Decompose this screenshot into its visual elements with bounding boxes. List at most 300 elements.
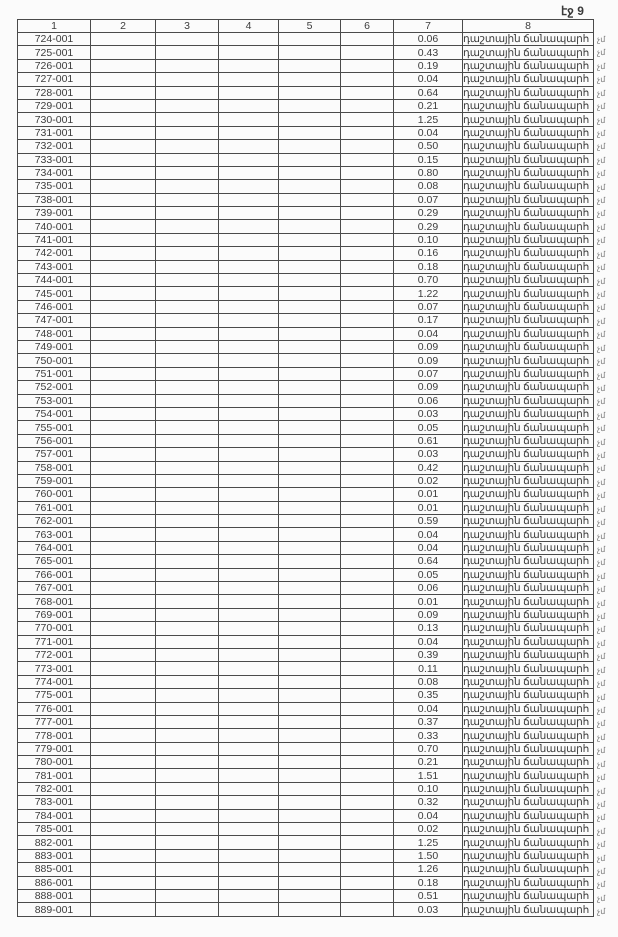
parcel-code-cell: 784-001 bbox=[18, 809, 91, 822]
margin-note: չմ bbox=[597, 343, 606, 353]
margin-note: չմ bbox=[597, 236, 606, 246]
column-3-cell bbox=[156, 742, 219, 755]
parcel-code-cell: 729-001 bbox=[18, 99, 91, 112]
column-6-cell bbox=[341, 903, 394, 916]
land-use-description-cell: դաշտային ճանապարհ bbox=[463, 407, 594, 420]
column-3-cell bbox=[156, 903, 219, 916]
column-3-cell bbox=[156, 595, 219, 608]
column-4-cell bbox=[219, 648, 279, 661]
column-6-cell bbox=[341, 300, 394, 313]
column-6-cell bbox=[341, 448, 394, 461]
column-5-cell bbox=[279, 300, 341, 313]
parcel-code-cell: 731-001 bbox=[18, 126, 91, 139]
parcel-code-cell: 778-001 bbox=[18, 729, 91, 742]
parcel-code-cell: 735-001 bbox=[18, 180, 91, 193]
margin-note: չմ bbox=[597, 209, 606, 219]
column-5-cell bbox=[279, 501, 341, 514]
column-6-cell bbox=[341, 662, 394, 675]
parcel-code-cell: 744-001 bbox=[18, 274, 91, 287]
table-row bbox=[18, 742, 594, 755]
column-6-cell bbox=[341, 756, 394, 769]
column-4-cell bbox=[219, 46, 279, 59]
column-4-cell bbox=[219, 367, 279, 380]
column-2-cell bbox=[91, 126, 156, 139]
margin-note: չմ bbox=[597, 35, 606, 44]
column-3-cell bbox=[156, 555, 219, 568]
area-value-cell: 1.25 bbox=[394, 113, 463, 126]
area-value-cell: 0.08 bbox=[394, 675, 463, 688]
column-2-cell bbox=[91, 836, 156, 849]
margin-note: չմ bbox=[597, 196, 606, 206]
column-2-cell bbox=[91, 448, 156, 461]
table-row bbox=[18, 140, 594, 153]
table-row bbox=[18, 662, 594, 675]
column-6-cell bbox=[341, 126, 394, 139]
column-4-cell bbox=[219, 247, 279, 260]
column-4-cell bbox=[219, 260, 279, 273]
column-6-cell bbox=[341, 86, 394, 99]
area-value-cell: 0.03 bbox=[394, 903, 463, 916]
land-use-description-cell: դաշտային ճանապարհ bbox=[463, 233, 594, 246]
table-row bbox=[18, 314, 594, 327]
column-4-cell bbox=[219, 434, 279, 447]
parcel-code-cell: 732-001 bbox=[18, 140, 91, 153]
margin-note: չմ bbox=[597, 598, 606, 608]
land-use-description-cell: դաշտային ճանապարհ bbox=[463, 689, 594, 702]
column-5-cell bbox=[279, 528, 341, 541]
parcel-code-cell: 767-001 bbox=[18, 582, 91, 595]
column-6-cell bbox=[341, 99, 394, 112]
margin-note: չմ bbox=[597, 289, 606, 299]
area-value-cell: 0.11 bbox=[394, 662, 463, 675]
column-5-cell bbox=[279, 340, 341, 353]
column-4-cell bbox=[219, 528, 279, 541]
column-2-cell bbox=[91, 528, 156, 541]
margin-note: չմ bbox=[597, 61, 606, 71]
parcel-code-cell: 883-001 bbox=[18, 849, 91, 862]
table-row bbox=[18, 287, 594, 300]
table-row bbox=[18, 488, 594, 501]
column-header-3: 3 bbox=[156, 20, 219, 33]
margin-note: չմ bbox=[597, 316, 606, 326]
column-4-cell bbox=[219, 689, 279, 702]
area-value-cell: 0.09 bbox=[394, 381, 463, 394]
column-5-cell bbox=[279, 247, 341, 260]
column-header-5: 5 bbox=[279, 20, 341, 33]
column-2-cell bbox=[91, 608, 156, 621]
column-2-cell bbox=[91, 46, 156, 59]
column-6-cell bbox=[341, 46, 394, 59]
column-5-cell bbox=[279, 193, 341, 206]
column-2-cell bbox=[91, 662, 156, 675]
column-3-cell bbox=[156, 73, 219, 86]
parcel-code-cell: 745-001 bbox=[18, 287, 91, 300]
parcel-code-cell: 750-001 bbox=[18, 354, 91, 367]
parcel-code-cell: 726-001 bbox=[18, 59, 91, 72]
parcel-code-cell: 763-001 bbox=[18, 528, 91, 541]
column-3-cell bbox=[156, 407, 219, 420]
column-5-cell bbox=[279, 823, 341, 836]
parcel-code-cell: 888-001 bbox=[18, 890, 91, 903]
parcel-code-cell: 724-001 bbox=[18, 33, 91, 46]
area-value-cell: 0.04 bbox=[394, 702, 463, 715]
column-3-cell bbox=[156, 180, 219, 193]
column-5-cell bbox=[279, 113, 341, 126]
land-use-description-cell: դաշտային ճանապարհ bbox=[463, 849, 594, 862]
area-value-cell: 0.42 bbox=[394, 461, 463, 474]
margin-note: չմ bbox=[597, 880, 606, 890]
column-4-cell bbox=[219, 233, 279, 246]
area-value-cell: 0.10 bbox=[394, 782, 463, 795]
land-use-description-cell: դաշտային ճանապարհ bbox=[463, 541, 594, 554]
land-use-description-cell: դաշտային ճանապարհ bbox=[463, 675, 594, 688]
column-4-cell bbox=[219, 662, 279, 675]
column-3-cell bbox=[156, 622, 219, 635]
parcel-code-cell: 772-001 bbox=[18, 648, 91, 661]
margin-note: չմ bbox=[597, 679, 606, 689]
column-3-cell bbox=[156, 434, 219, 447]
parcel-code-cell: 776-001 bbox=[18, 702, 91, 715]
area-value-cell: 0.21 bbox=[394, 99, 463, 112]
column-2-cell bbox=[91, 648, 156, 661]
table-row bbox=[18, 381, 594, 394]
table-row bbox=[18, 715, 594, 728]
table-row bbox=[18, 796, 594, 809]
area-value-cell: 0.37 bbox=[394, 715, 463, 728]
margin-note: չմ bbox=[597, 665, 606, 675]
area-value-cell: 0.64 bbox=[394, 86, 463, 99]
column-4-cell bbox=[219, 166, 279, 179]
margin-note: չմ bbox=[597, 477, 606, 487]
column-3-cell bbox=[156, 33, 219, 46]
column-3-cell bbox=[156, 86, 219, 99]
column-5-cell bbox=[279, 274, 341, 287]
area-value-cell: 0.03 bbox=[394, 407, 463, 420]
column-4-cell bbox=[219, 849, 279, 862]
column-4-cell bbox=[219, 153, 279, 166]
column-2-cell bbox=[91, 515, 156, 528]
column-2-cell bbox=[91, 407, 156, 420]
parcel-code-cell: 746-001 bbox=[18, 300, 91, 313]
parcel-code-cell: 752-001 bbox=[18, 381, 91, 394]
land-parcel-table bbox=[17, 19, 594, 917]
area-value-cell: 0.07 bbox=[394, 300, 463, 313]
column-3-cell bbox=[156, 836, 219, 849]
column-6-cell bbox=[341, 287, 394, 300]
land-use-description-cell: դաշտային ճանապարհ bbox=[463, 421, 594, 434]
table-row bbox=[18, 300, 594, 313]
column-4-cell bbox=[219, 207, 279, 220]
parcel-code-cell: 782-001 bbox=[18, 782, 91, 795]
land-use-description-cell: դաշտային ճանապարհ bbox=[463, 180, 594, 193]
margin-note: չմ bbox=[597, 558, 606, 568]
column-4-cell bbox=[219, 314, 279, 327]
parcel-code-cell: 770-001 bbox=[18, 622, 91, 635]
land-use-description-cell: դաշտային ճանապարհ bbox=[463, 742, 594, 755]
table-row bbox=[18, 474, 594, 487]
column-6-cell bbox=[341, 689, 394, 702]
area-value-cell: 0.15 bbox=[394, 153, 463, 166]
column-5-cell bbox=[279, 568, 341, 581]
margin-note: չմ bbox=[597, 840, 606, 850]
column-5-cell bbox=[279, 327, 341, 340]
column-2-cell bbox=[91, 769, 156, 782]
margin-note: չմ bbox=[597, 504, 606, 514]
parcel-code-cell: 757-001 bbox=[18, 448, 91, 461]
margin-note: չմ bbox=[597, 652, 606, 662]
table-row bbox=[18, 648, 594, 661]
column-4-cell bbox=[219, 796, 279, 809]
column-4-cell bbox=[219, 474, 279, 487]
column-6-cell bbox=[341, 635, 394, 648]
area-value-cell: 0.01 bbox=[394, 501, 463, 514]
column-6-cell bbox=[341, 354, 394, 367]
parcel-code-cell: 761-001 bbox=[18, 501, 91, 514]
column-3-cell bbox=[156, 140, 219, 153]
area-value-cell: 0.04 bbox=[394, 541, 463, 554]
column-2-cell bbox=[91, 635, 156, 648]
area-value-cell: 0.06 bbox=[394, 33, 463, 46]
column-header-6: 6 bbox=[341, 20, 394, 33]
area-value-cell: 0.61 bbox=[394, 434, 463, 447]
margin-note: չմ bbox=[597, 330, 606, 340]
margin-note: չմ bbox=[597, 75, 606, 85]
column-6-cell bbox=[341, 180, 394, 193]
column-3-cell bbox=[156, 193, 219, 206]
land-use-description-cell: դաշտային ճանապարհ bbox=[463, 300, 594, 313]
column-3-cell bbox=[156, 863, 219, 876]
parcel-code-cell: 885-001 bbox=[18, 863, 91, 876]
area-value-cell: 0.21 bbox=[394, 756, 463, 769]
column-6-cell bbox=[341, 73, 394, 86]
column-4-cell bbox=[219, 126, 279, 139]
column-5-cell bbox=[279, 635, 341, 648]
column-2-cell bbox=[91, 314, 156, 327]
margin-note: չմ bbox=[597, 410, 606, 420]
table-row bbox=[18, 836, 594, 849]
column-4-cell bbox=[219, 274, 279, 287]
land-use-description-cell: դաշտային ճանապարհ bbox=[463, 207, 594, 220]
parcel-code-cell: 751-001 bbox=[18, 367, 91, 380]
margin-note: չմ bbox=[597, 813, 606, 823]
column-5-cell bbox=[279, 33, 341, 46]
area-value-cell: 0.80 bbox=[394, 166, 463, 179]
land-use-description-cell: դաշտային ճանապարհ bbox=[463, 59, 594, 72]
margin-note: չմ bbox=[597, 464, 606, 474]
parcel-code-cell: 742-001 bbox=[18, 247, 91, 260]
area-value-cell: 0.32 bbox=[394, 796, 463, 809]
column-2-cell bbox=[91, 180, 156, 193]
column-5-cell bbox=[279, 354, 341, 367]
column-4-cell bbox=[219, 568, 279, 581]
column-6-cell bbox=[341, 702, 394, 715]
table-row bbox=[18, 568, 594, 581]
column-2-cell bbox=[91, 876, 156, 889]
parcel-code-cell: 758-001 bbox=[18, 461, 91, 474]
land-use-description-cell: դաշտային ճանապարհ bbox=[463, 635, 594, 648]
area-value-cell: 0.02 bbox=[394, 823, 463, 836]
parcel-code-cell: 773-001 bbox=[18, 662, 91, 675]
column-4-cell bbox=[219, 582, 279, 595]
land-use-description-cell: դաշտային ճանապարհ bbox=[463, 903, 594, 916]
column-2-cell bbox=[91, 622, 156, 635]
column-3-cell bbox=[156, 528, 219, 541]
column-2-cell bbox=[91, 541, 156, 554]
land-use-description-cell: դաշտային ճանապարհ bbox=[463, 608, 594, 621]
table-row bbox=[18, 823, 594, 836]
column-3-cell bbox=[156, 247, 219, 260]
parcel-code-cell: 755-001 bbox=[18, 421, 91, 434]
column-6-cell bbox=[341, 742, 394, 755]
table-row bbox=[18, 153, 594, 166]
land-use-description-cell: դաշտային ճանապարհ bbox=[463, 434, 594, 447]
column-6-cell bbox=[341, 247, 394, 260]
column-2-cell bbox=[91, 354, 156, 367]
column-4-cell bbox=[219, 180, 279, 193]
column-5-cell bbox=[279, 407, 341, 420]
land-use-description-cell: դաշտային ճանապարհ bbox=[463, 394, 594, 407]
table-row bbox=[18, 260, 594, 273]
column-6-cell bbox=[341, 595, 394, 608]
parcel-code-cell: 886-001 bbox=[18, 876, 91, 889]
table-row bbox=[18, 73, 594, 86]
column-3-cell bbox=[156, 796, 219, 809]
land-use-description-cell: դաշտային ճանապարհ bbox=[463, 756, 594, 769]
column-5-cell bbox=[279, 59, 341, 72]
column-4-cell bbox=[219, 608, 279, 621]
column-3-cell bbox=[156, 166, 219, 179]
column-3-cell bbox=[156, 287, 219, 300]
land-use-description-cell: դաշտային ճանապարհ bbox=[463, 140, 594, 153]
column-2-cell bbox=[91, 501, 156, 514]
column-6-cell bbox=[341, 890, 394, 903]
column-5-cell bbox=[279, 689, 341, 702]
column-3-cell bbox=[156, 448, 219, 461]
area-value-cell: 0.01 bbox=[394, 595, 463, 608]
land-use-description-cell: դաշտային ճանապարհ bbox=[463, 381, 594, 394]
table-row bbox=[18, 541, 594, 554]
column-3-cell bbox=[156, 501, 219, 514]
area-value-cell: 1.26 bbox=[394, 863, 463, 876]
area-value-cell: 0.02 bbox=[394, 474, 463, 487]
column-3-cell bbox=[156, 59, 219, 72]
column-5-cell bbox=[279, 515, 341, 528]
column-2-cell bbox=[91, 86, 156, 99]
land-use-description-cell: դաշտային ճանապարհ bbox=[463, 33, 594, 46]
land-use-description-cell: դաշտային ճանապարհ bbox=[463, 501, 594, 514]
margin-note: չմ bbox=[597, 625, 606, 635]
land-use-description-cell: դաշտային ճանապարհ bbox=[463, 126, 594, 139]
column-2-cell bbox=[91, 729, 156, 742]
parcel-code-cell: 775-001 bbox=[18, 689, 91, 702]
parcel-code-cell: 762-001 bbox=[18, 515, 91, 528]
column-3-cell bbox=[156, 421, 219, 434]
margin-note: չմ bbox=[597, 585, 606, 595]
table-row bbox=[18, 890, 594, 903]
margin-note: չմ bbox=[597, 437, 606, 447]
column-6-cell bbox=[341, 340, 394, 353]
column-4-cell bbox=[219, 823, 279, 836]
table-row bbox=[18, 582, 594, 595]
column-5-cell bbox=[279, 582, 341, 595]
column-3-cell bbox=[156, 689, 219, 702]
parcel-code-cell: 760-001 bbox=[18, 488, 91, 501]
margin-note: չմ bbox=[597, 732, 606, 742]
land-use-description-cell: դաշտային ճանապարհ bbox=[463, 796, 594, 809]
table-row bbox=[18, 756, 594, 769]
column-header-8: 8 bbox=[463, 20, 594, 33]
column-6-cell bbox=[341, 233, 394, 246]
column-6-cell bbox=[341, 260, 394, 273]
margin-note: չմ bbox=[597, 692, 606, 702]
parcel-code-cell: 769-001 bbox=[18, 608, 91, 621]
column-2-cell bbox=[91, 555, 156, 568]
land-use-description-cell: դաշտային ճանապարհ bbox=[463, 340, 594, 353]
margin-note: չմ bbox=[597, 773, 606, 783]
column-2-cell bbox=[91, 715, 156, 728]
area-value-cell: 0.51 bbox=[394, 890, 463, 903]
table-row bbox=[18, 274, 594, 287]
column-2-cell bbox=[91, 849, 156, 862]
parcel-code-cell: 765-001 bbox=[18, 555, 91, 568]
table-row bbox=[18, 233, 594, 246]
table-row bbox=[18, 126, 594, 139]
table-row bbox=[18, 86, 594, 99]
margin-note: չմ bbox=[597, 222, 606, 232]
column-6-cell bbox=[341, 622, 394, 635]
column-2-cell bbox=[91, 595, 156, 608]
parcel-code-cell: 774-001 bbox=[18, 675, 91, 688]
table-row bbox=[18, 434, 594, 447]
column-6-cell bbox=[341, 153, 394, 166]
header-row bbox=[18, 20, 594, 33]
column-6-cell bbox=[341, 809, 394, 822]
column-6-cell bbox=[341, 876, 394, 889]
column-6-cell bbox=[341, 166, 394, 179]
land-use-description-cell: դաշտային ճանապարհ bbox=[463, 461, 594, 474]
parcel-code-cell: 743-001 bbox=[18, 260, 91, 273]
table-row bbox=[18, 689, 594, 702]
land-use-description-cell: դաշտային ճանապարհ bbox=[463, 715, 594, 728]
margin-note: չմ bbox=[597, 799, 606, 809]
margin-note: չմ bbox=[597, 638, 606, 648]
column-5-cell bbox=[279, 461, 341, 474]
area-value-cell: 0.39 bbox=[394, 648, 463, 661]
land-use-description-cell: դաշտային ճանապարհ bbox=[463, 247, 594, 260]
table-row bbox=[18, 448, 594, 461]
column-3-cell bbox=[156, 890, 219, 903]
column-6-cell bbox=[341, 796, 394, 809]
parcel-code-cell: 889-001 bbox=[18, 903, 91, 916]
area-value-cell: 0.09 bbox=[394, 608, 463, 621]
land-use-description-cell: դաշտային ճանապարհ bbox=[463, 782, 594, 795]
column-3-cell bbox=[156, 782, 219, 795]
parcel-code-cell: 777-001 bbox=[18, 715, 91, 728]
table-row bbox=[18, 33, 594, 46]
column-5-cell bbox=[279, 287, 341, 300]
column-4-cell bbox=[219, 407, 279, 420]
column-2-cell bbox=[91, 33, 156, 46]
column-4-cell bbox=[219, 541, 279, 554]
column-4-cell bbox=[219, 702, 279, 715]
column-5-cell bbox=[279, 99, 341, 112]
table-row bbox=[18, 501, 594, 514]
column-4-cell bbox=[219, 113, 279, 126]
column-2-cell bbox=[91, 140, 156, 153]
column-5-cell bbox=[279, 260, 341, 273]
column-6-cell bbox=[341, 327, 394, 340]
column-4-cell bbox=[219, 675, 279, 688]
